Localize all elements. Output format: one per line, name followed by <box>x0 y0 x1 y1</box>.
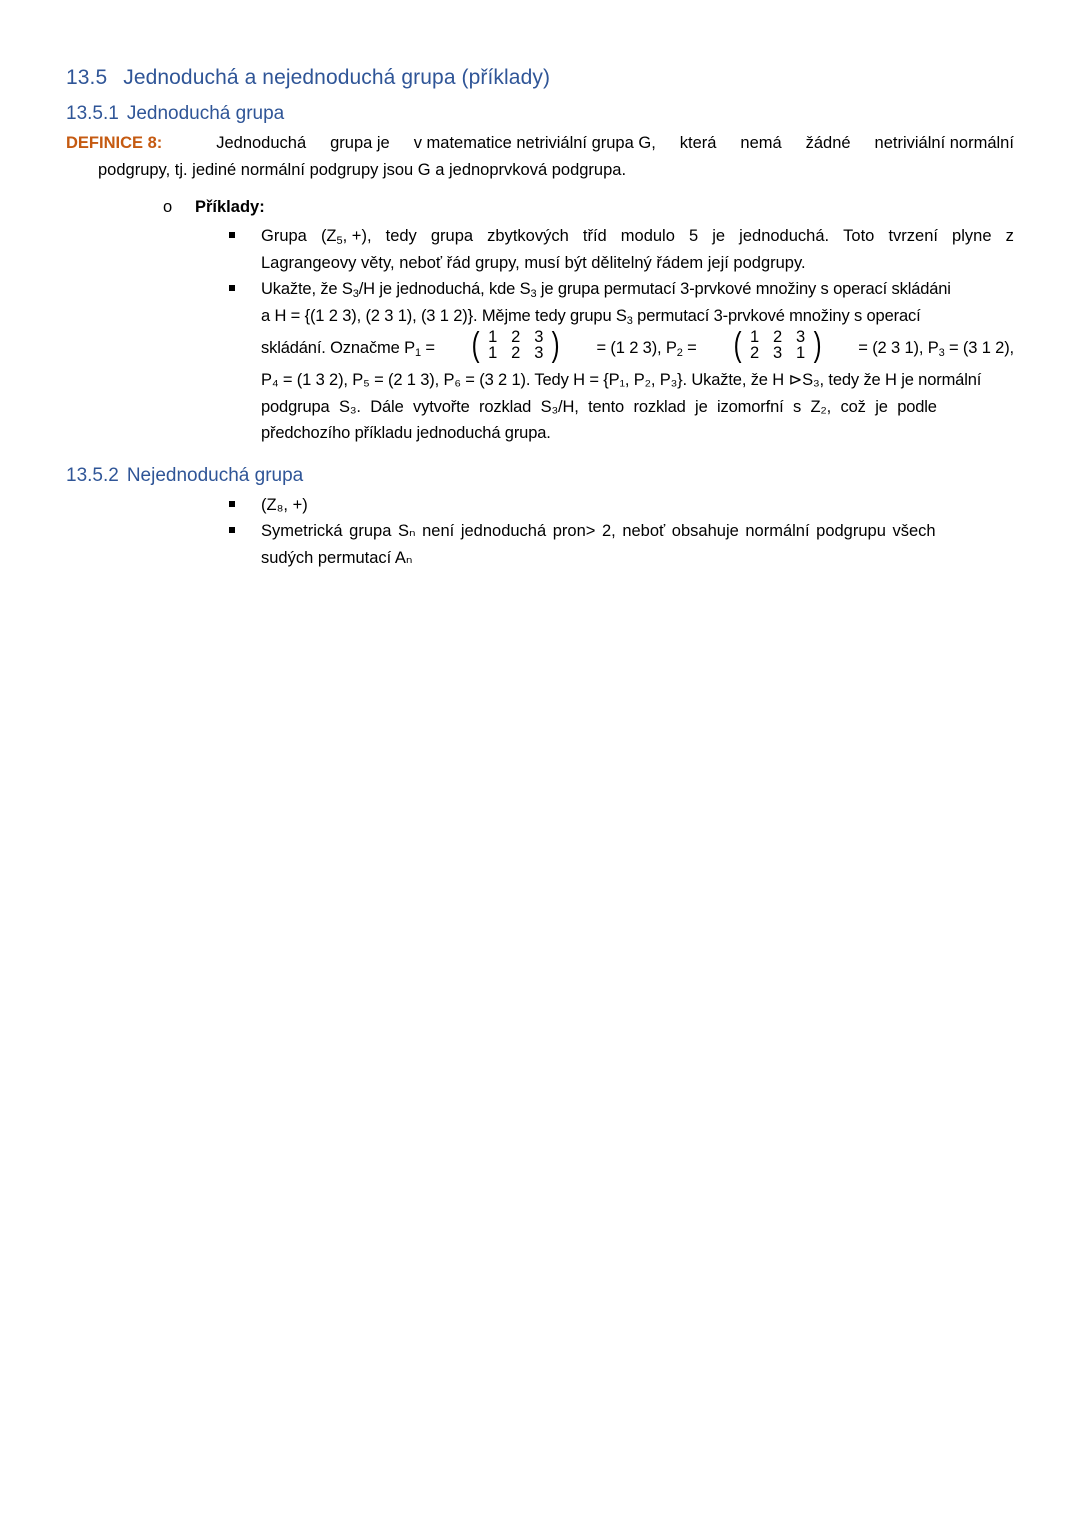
word: z <box>1005 227 1014 245</box>
subsection-number: 13.5.1 <box>66 103 119 124</box>
nonsimple-2-line-2: sudých permutací Aₙ <box>261 548 413 567</box>
definition-label: DEFINICE 8: <box>66 134 163 152</box>
square-bullet-icon <box>229 501 235 507</box>
nonsimple-example-1: (Z₈, +) <box>261 496 308 514</box>
definition-word: která <box>679 134 717 152</box>
example-2-line-6: předchozího příkladu jednoduchá grupa. <box>261 424 551 442</box>
word: Toto <box>843 227 875 245</box>
word: je <box>712 227 726 245</box>
permutation-matrix-p2: ( 1 2 3 2 3 1 ) <box>733 326 822 364</box>
word: ($Z_5$, +), <box>320 227 372 247</box>
example-2-line-3 <box>261 326 1014 367</box>
p2-p3-result: = (2 3 1), $P_3 = (3$ 1 2), <box>858 338 1014 359</box>
word: Grupa <box>261 227 307 245</box>
word: zbytkových <box>487 227 569 245</box>
definition-line-1 <box>66 130 1014 157</box>
example-2-line-4: P₄ = (1 3 2), P₅ = (2 1 3), P₆ = (3 2 1). Tedy H = {P₁, P₂, P₃}. Ukažte, že H ⊳S₃, tedy že H je normální <box>261 371 982 389</box>
definition-line-2: podgrupy, tj. jediné normální podgrupy jsou G a jednoprvková podgrupa. <box>98 161 627 179</box>
subsection-number: 13.5.2 <box>66 465 119 486</box>
square-bullet-icon <box>229 232 235 238</box>
definition-block <box>66 130 1014 184</box>
word: tříd <box>582 227 607 245</box>
list-item-example-1 <box>229 223 1014 276</box>
word: jednoduchá. <box>739 227 830 245</box>
nonsimple-2-line-1: Symetrická grupa Sₙ není jednoduchá pron> 2, neboť obsahuje normální podgrupu všech <box>261 522 936 540</box>
word: tvrzení <box>888 227 938 245</box>
subsection-heading-nonsimple <box>66 465 303 487</box>
example-2-line-1: Ukažte, že $S_3/H$ je jednoduchá, kde $S_3$ je grupa permutací 3-prvkové množiny s operací skládáni <box>261 280 951 300</box>
definition-word: Jednoduchá <box>216 134 307 152</box>
subsection-heading-simple <box>66 103 284 125</box>
circle-bullet-icon: o <box>163 198 173 216</box>
list-item-nonsimple-1 <box>229 492 1014 519</box>
example-2-line-5: podgrupa S₃. Dále vytvořte rozklad S₃/H, tento rozklad je izomorfní s Z₂, což je podle <box>261 397 937 416</box>
word: 5 <box>688 227 699 245</box>
definition-word: nemá <box>740 134 782 152</box>
section-title: Jednoduchá a nejednoduchá grupa (příklady) <box>123 66 551 89</box>
definition-word: žádné <box>805 134 851 152</box>
examples-label: Příklady: <box>195 198 265 216</box>
word: grupa <box>430 227 474 245</box>
section-heading <box>66 66 550 90</box>
example-2-line-2: a H = {(1 2 3), (2 3 1), (3 1 2)}. Mějme tedy grupu $S_3$ permutací 3-prvkové množiny s operací <box>261 306 921 327</box>
section-number: 13.5 <box>66 66 108 89</box>
example-1-line-1 <box>261 223 1014 250</box>
examples-heading <box>163 198 265 217</box>
word: plyne <box>952 227 992 245</box>
permutation-matrix-p1: ( 1 2 3 1 2 3 ) <box>471 326 560 364</box>
p1-result: = (1 2 3), $P_2$ = <box>596 338 697 359</box>
oznacme-text: skládání. Označme $P_1$ = <box>261 338 435 359</box>
subsection-title: Nejednoduchá grupa <box>126 465 304 486</box>
list-item-example-2 <box>229 276 1014 447</box>
square-bullet-icon <box>229 285 235 291</box>
example-1-line-2: Lagrangeovy věty, neboť řád grupy, musí být dělitelný řádem její podgrupy. <box>261 253 806 272</box>
list-item-nonsimple-2 <box>229 518 1014 571</box>
word: tedy <box>385 227 417 245</box>
word: modulo <box>620 227 675 245</box>
square-bullet-icon <box>229 527 235 533</box>
definition-word: v matematice netriviální grupa G, <box>413 134 656 152</box>
definition-word: netriviální normální <box>874 134 1014 152</box>
definition-word: grupa je <box>330 134 390 152</box>
subsection-title: Jednoduchá grupa <box>126 103 285 124</box>
